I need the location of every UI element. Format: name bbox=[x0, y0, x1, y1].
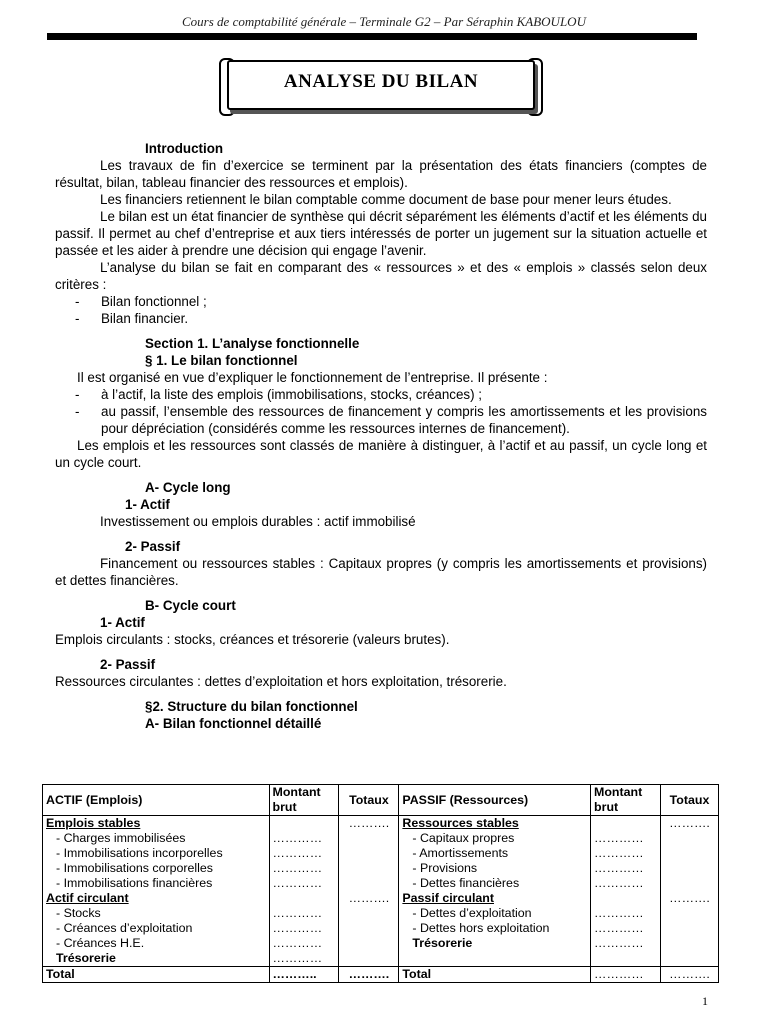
list-item: - Bilan financier. bbox=[75, 311, 189, 326]
dots: ………… bbox=[272, 876, 323, 890]
table-body-row bbox=[43, 816, 719, 967]
dots: ………… bbox=[594, 906, 644, 920]
dots: ………. bbox=[348, 816, 390, 830]
table-cell: - Dettes financières bbox=[412, 876, 520, 890]
cycle-court-actif-text: Emplois circulants : stocks, créances et trésorerie (valeurs brutes). bbox=[55, 632, 450, 647]
passif-circulant-label: Passif circulant bbox=[402, 891, 494, 905]
actif-montant-column bbox=[269, 816, 339, 967]
dots: ………. bbox=[669, 891, 710, 905]
table-cell: - Créances d’exploitation bbox=[56, 921, 193, 935]
section-1-paragraph-2: Les emplois et les ressources sont classés de manière à distinguer, à l’actif et au passif, un cycle long et un cycle court. bbox=[55, 438, 707, 470]
list-item: - Bilan fonctionnel ; bbox=[75, 294, 207, 309]
table-cell: - Dettes d’exploitation bbox=[412, 906, 532, 920]
page-title: ANALYSE DU BILAN bbox=[283, 71, 479, 92]
actif-circulant-label: Actif circulant bbox=[46, 891, 129, 905]
emplois-stables-label: Emplois stables bbox=[46, 816, 141, 830]
table-cell: - Charges immobilisées bbox=[56, 831, 186, 845]
dots: ………… bbox=[594, 936, 644, 950]
dots: ………… bbox=[272, 951, 323, 965]
header-totaux: Totaux bbox=[339, 785, 399, 816]
intro-paragraph-3: Le bilan est un état financier de synthèse qui décrit séparément les éléments d’actif et les éléments du passif. Il permet au chef d’entreprise et aux tiers intéressés de porter un jugement sur la situation actuelle et passée et les aider à prendre une décision qui engage l’avenir. bbox=[55, 209, 707, 258]
table-cell: - Dettes hors exploitation bbox=[412, 921, 550, 935]
cycle-long-heading: A- Cycle long bbox=[145, 480, 231, 495]
dots: ………… bbox=[594, 846, 644, 860]
header-totaux: Totaux bbox=[660, 785, 718, 816]
dots: ………… bbox=[594, 861, 644, 875]
section-1-paragraph-1: Il est organisé en vue d’expliquer le fonctionnement de l’entreprise. Il présente : bbox=[77, 370, 548, 385]
dots: ………. bbox=[669, 816, 710, 830]
tresorerie-actif-label: Trésorerie bbox=[56, 951, 116, 965]
table-total-row bbox=[43, 967, 719, 983]
total-passif-label: Total bbox=[399, 967, 591, 983]
header-montant-brut: Montant brut bbox=[269, 785, 339, 816]
tresorerie-passif-label: Trésorerie bbox=[412, 936, 473, 950]
cycle-court-passif-text: Ressources circulantes : dettes d’exploitation et hors exploitation, trésorerie. bbox=[55, 674, 507, 689]
page-number: 1 bbox=[702, 994, 708, 1008]
cycle-long-passif-text: Financement ou ressources stables : Capitaux propres (y compris les amortissements et provisions) et dettes financières. bbox=[55, 556, 707, 588]
document-body bbox=[55, 140, 707, 732]
list-item: - à l’actif, la liste des emplois (immobilisations, stocks, créances) ; bbox=[75, 387, 483, 402]
section-2-subheading: A- Bilan fonctionnel détaillé bbox=[145, 716, 322, 731]
dots: ………… bbox=[272, 831, 323, 845]
dots: ………… bbox=[594, 831, 644, 845]
total-actif-totaux: ………. bbox=[339, 967, 399, 983]
passif-totaux-column bbox=[660, 816, 718, 967]
ressources-stables-label: Ressources stables bbox=[402, 816, 519, 830]
dots: ………… bbox=[594, 876, 644, 890]
dots: ………… bbox=[272, 921, 323, 935]
section-1-heading: Section 1. L’analyse fonctionnelle bbox=[145, 336, 360, 351]
cycle-long-actif-text: Investissement ou emplois durables : actif immobilisé bbox=[100, 514, 416, 529]
bilan-table bbox=[42, 784, 719, 983]
header-montant-brut: Montant brut bbox=[591, 785, 661, 816]
table-cell: - Provisions bbox=[412, 861, 478, 875]
dots: ………… bbox=[272, 846, 323, 860]
cycle-long-passif-heading: 2- Passif bbox=[125, 539, 181, 554]
total-passif-totaux: ………. bbox=[660, 967, 718, 983]
header-passif: PASSIF (Ressources) bbox=[399, 785, 591, 816]
cycle-court-passif-heading: 2- Passif bbox=[100, 657, 156, 672]
table-header-row bbox=[43, 785, 719, 816]
passif-column bbox=[399, 816, 591, 967]
table-cell: - Stocks bbox=[56, 906, 101, 920]
passif-montant-column bbox=[591, 816, 661, 967]
section-1-subheading: § 1. Le bilan fonctionnel bbox=[145, 353, 298, 368]
total-actif-montant: ……….. bbox=[269, 967, 339, 983]
cycle-court-actif-heading: 1- Actif bbox=[100, 615, 145, 630]
dots: ………… bbox=[272, 861, 323, 875]
title-scroll-banner bbox=[219, 58, 543, 114]
actif-column bbox=[43, 816, 270, 967]
total-passif-montant: ………… bbox=[591, 967, 661, 983]
list-item: - au passif, l’ensemble des ressources de financement y compris les amortissements et les provisions pour dépréciation (considérés comme les ressources internes de financement). bbox=[75, 404, 707, 436]
page-header: Cours de comptabilité générale – Terminale G2 – Par Séraphin KABOULOU bbox=[182, 14, 586, 29]
table-cell: - Amortissements bbox=[412, 846, 509, 860]
table-cell: - Immobilisations corporelles bbox=[56, 861, 214, 875]
table-cell: - Capitaux propres bbox=[412, 831, 515, 845]
table-cell: - Immobilisations incorporelles bbox=[56, 846, 223, 860]
actif-totaux-column bbox=[339, 816, 399, 967]
cycle-court-heading: B- Cycle court bbox=[145, 598, 236, 613]
dots: ………… bbox=[272, 906, 323, 920]
dots: ………… bbox=[594, 921, 644, 935]
total-actif-label: Total bbox=[43, 967, 270, 983]
intro-paragraph-2: Les financiers retiennent le bilan comptable comme document de base pour mener leurs études. bbox=[100, 192, 672, 207]
header-actif: ACTIF (Emplois) bbox=[43, 785, 270, 816]
section-2-heading: §2. Structure du bilan fonctionnel bbox=[145, 699, 358, 714]
intro-paragraph-4: L’analyse du bilan se fait en comparant des « ressources » et des « emplois » classés selon deux critères : bbox=[55, 260, 707, 292]
cycle-long-actif-heading: 1- Actif bbox=[125, 497, 170, 512]
table-cell: - Créances H.E. bbox=[56, 936, 145, 950]
dots: ………… bbox=[272, 936, 323, 950]
intro-paragraph-1: Les travaux de fin d’exercice se terminent par la présentation des états financiers (comptes de résultat, bilan, tableau financier des ressources et emplois). bbox=[55, 158, 707, 190]
header-rule bbox=[47, 33, 697, 40]
table-cell: - Immobilisations financières bbox=[56, 876, 213, 890]
dots: ………. bbox=[348, 891, 390, 905]
intro-heading: Introduction bbox=[145, 141, 224, 156]
